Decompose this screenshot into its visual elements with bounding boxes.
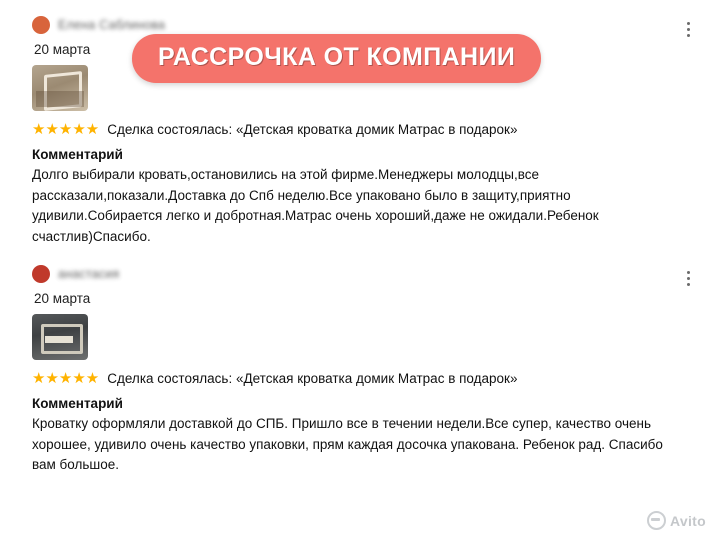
- review-rating-row: [32, 371, 692, 386]
- avatar: [32, 16, 50, 34]
- review-rating-row: [32, 122, 692, 137]
- review-header: [32, 14, 692, 36]
- comment-text: Долго выбирали кровать,остановились на этой фирме.Менеджеры молодцы,все рассказали,показали.Доставка до Спб неделю.Все упаковано было в защиту,приятно удивили.Собирается легко и добротная.Матрас очень хороший,даже не ожидали.Ребенок счастлив)Спасибо.: [32, 167, 599, 244]
- promo-banner: РАССРОЧКА ОТ КОМПАНИИ: [132, 34, 541, 83]
- watermark: [647, 511, 706, 530]
- comment-label: Комментарий: [32, 396, 123, 411]
- rating-stars: ★★★★★: [32, 121, 100, 138]
- deal-status-text: Сделка состоялась: «Детская кроватка домик Матрас в подарок»: [107, 122, 518, 137]
- rating-stars: ★★★★★: [32, 370, 100, 387]
- review-author-name: анастасия: [58, 267, 120, 281]
- avito-logo-icon: [647, 511, 666, 530]
- comment-text: Кроватку оформляли доставкой до СПБ. Пришло все в течении недели.Все супер, качество очень хорошее, удивило очень качество упаковки, прям каждая досочка упакована. Ребенок рад. Спасибо вам большое.: [32, 416, 663, 472]
- review-photos: [32, 314, 692, 360]
- photo-thumbnail[interactable]: [32, 314, 88, 360]
- review-date: 20 марта: [34, 42, 91, 57]
- kebab-menu-icon[interactable]: [678, 265, 698, 291]
- avatar: [32, 265, 50, 283]
- kebab-menu-icon[interactable]: [678, 16, 698, 42]
- review-author-name: Елена Саблинова: [58, 18, 166, 32]
- review-header: [32, 263, 692, 285]
- comment-label: Комментарий: [32, 147, 123, 162]
- photo-thumbnail[interactable]: [32, 65, 88, 111]
- review-item: [32, 263, 692, 476]
- deal-status-text: Сделка состоялась: «Детская кроватка домик Матрас в подарок»: [107, 371, 518, 386]
- review-date: 20 марта: [34, 291, 91, 306]
- watermark-label: Avito: [670, 512, 706, 529]
